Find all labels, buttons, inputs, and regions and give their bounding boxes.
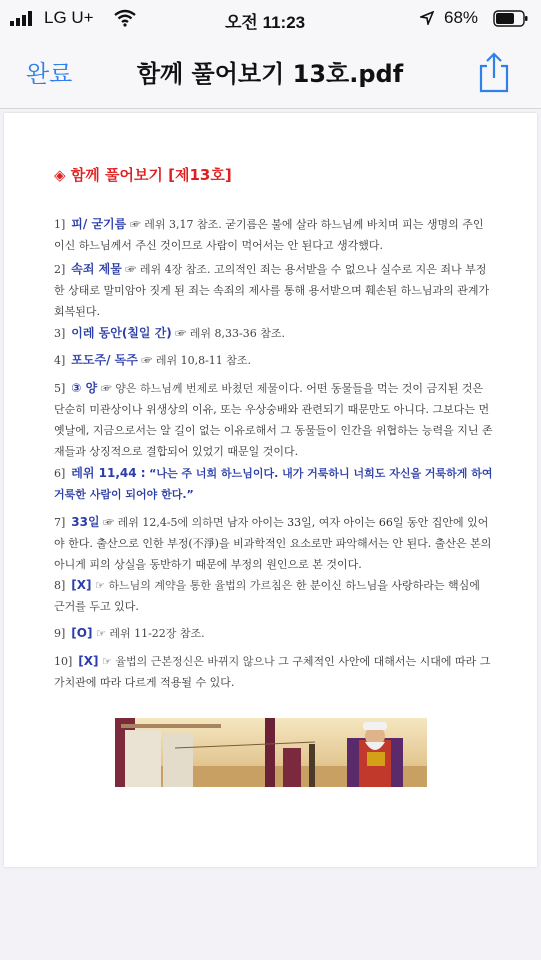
pointer-icon: ☞ (125, 263, 137, 276)
list-item (54, 623, 494, 644)
pointer-icon: ☞ (129, 218, 141, 231)
item-keyword: 이레 동안(칠일 간) (71, 326, 172, 340)
item-keyword: 포도주/ 독주 (71, 353, 138, 367)
item-number: 8] (54, 579, 66, 592)
list-item (54, 323, 494, 344)
document-title: 함께 풀어보기 13호.pdf (136, 60, 404, 88)
item-keyword: 속죄 제물 (71, 262, 122, 276)
item-quote: “나는 주 너희 하느님이다. 내가 거룩하니 너희도 자신을 거룩하게 하여 거룩한 사람이 되어야 한다.” (54, 467, 493, 501)
item-text: 남자 아이는 33일, 여자 아이는 66일 동안 집안에 있어야 한다. 출산으로 인한 부정(不淨)을 비과학적인 요소로만 파악해서는 안 된다. 출산은 본의 아니게 피의 상실을 동반하기 때문에 부정의 원인으로 본 것이다. (54, 516, 492, 571)
item-number: 9] (54, 627, 66, 640)
list-item (54, 651, 494, 693)
signal-icon (10, 10, 38, 26)
navigation-bar (0, 36, 541, 109)
item-ref: 레위 3,17 참조. (144, 218, 222, 231)
item-text: 굳기름은 불에 살라 하느님께 바치며 피는 생명의 주인이신 하느님께서 주신 것이므로 사람이 먹어서는 안 된다고 생각했다. (54, 218, 484, 252)
page-heading: ◈ 함께 풀어보기 [제13호] (54, 166, 232, 184)
location-arrow-icon (420, 11, 434, 25)
item-number: 7] (54, 516, 66, 529)
list-item (54, 512, 494, 575)
item-ref: 레위 4장 참조. (139, 263, 211, 276)
item-ref: 양은 하느님께 번제로 바쳤던 제물이다. (115, 382, 303, 395)
list-item (54, 575, 494, 617)
pointer-icon: ☞ (175, 327, 187, 340)
item-keyword: [X] (71, 578, 92, 592)
item-text: 고의적인 죄는 용서받을 수 없으나 실수로 지은 죄나 부정한 상태로 말미암아 짓게 된 죄는 속죄의 제사를 통해 용서받으며 훼손된 하느님과의 관계가 회복된다. (54, 263, 490, 318)
pointer-icon: ☞ (141, 354, 153, 367)
item-ref: 레위 10,8-11 참조. (155, 354, 252, 367)
pointer-icon: ☞ (103, 516, 115, 529)
list-item (54, 378, 494, 462)
item-keyword: 레위 11,44 : (71, 466, 146, 480)
battery-percent: 68% (444, 8, 479, 27)
item-number: 1] (54, 218, 66, 231)
item-number: 10] (54, 655, 73, 668)
item-ref: 레위 8,33-36 참조. (189, 327, 285, 340)
item-ref: 하느님의 계약을 통한 율법의 가르침은 (108, 579, 293, 592)
item-ref: 레위 11-22장 참조. (109, 627, 205, 640)
item-ref: 율법의 근본정신은 바뀌지 않으나 (115, 655, 275, 668)
list-item (54, 214, 494, 256)
item-number: 4] (54, 354, 66, 367)
item-ref: 레위 12,4-5에 의하면 (117, 516, 224, 529)
battery-icon (493, 10, 529, 27)
carrier-label: LG U+ (44, 8, 94, 27)
priest-illustration (115, 718, 427, 787)
clock: 오전 11:23 (225, 13, 306, 32)
status-bar (0, 0, 541, 36)
done-button[interactable]: 완료 (26, 60, 73, 88)
item-text: 그 구체적인 사안에 대해서는 시대에 따라 그 가치관에 따라 다르게 적용될 수 있다. (54, 655, 491, 689)
list-item (54, 463, 494, 505)
item-keyword: 33일 (71, 515, 100, 529)
pointer-icon: ☞ (100, 382, 112, 395)
item-text: 한 분이신 하느님을 사랑하라는 핵심에 근거를 두고 있다. (54, 579, 480, 613)
item-keyword: [X] (78, 654, 99, 668)
pdf-page[interactable] (4, 113, 537, 867)
item-number: 6] (54, 467, 66, 480)
item-number: 5] (54, 382, 66, 395)
list-item (54, 259, 494, 322)
item-keyword: 피/ 굳기름 (71, 217, 127, 231)
list-item (54, 350, 494, 371)
item-number: 2] (54, 263, 66, 276)
wifi-icon (114, 9, 136, 27)
pointer-icon: ☞ (102, 655, 112, 668)
share-icon[interactable] (474, 50, 514, 94)
item-number: 3] (54, 327, 66, 340)
item-text: 어떤 동물들을 먹는 것이 금지된 것은 단순히 미관상이나 위생상의 이유, 또는 우상숭배와 관련되기 때문만도 아니다. 그보다는 먼 옛날에, 지금으로서는 알 길이 없는 이유로해서 그 동물들이 인간을 위협하는 능력을 지닌 존재들과 상징적으로 결합되어 있었기 때문일 것이다. (54, 382, 493, 458)
pointer-icon: ☞ (95, 579, 105, 592)
item-keyword: [O] (71, 626, 93, 640)
pointer-icon: ☞ (95, 627, 106, 640)
item-keyword: ③ 양 (71, 381, 98, 395)
